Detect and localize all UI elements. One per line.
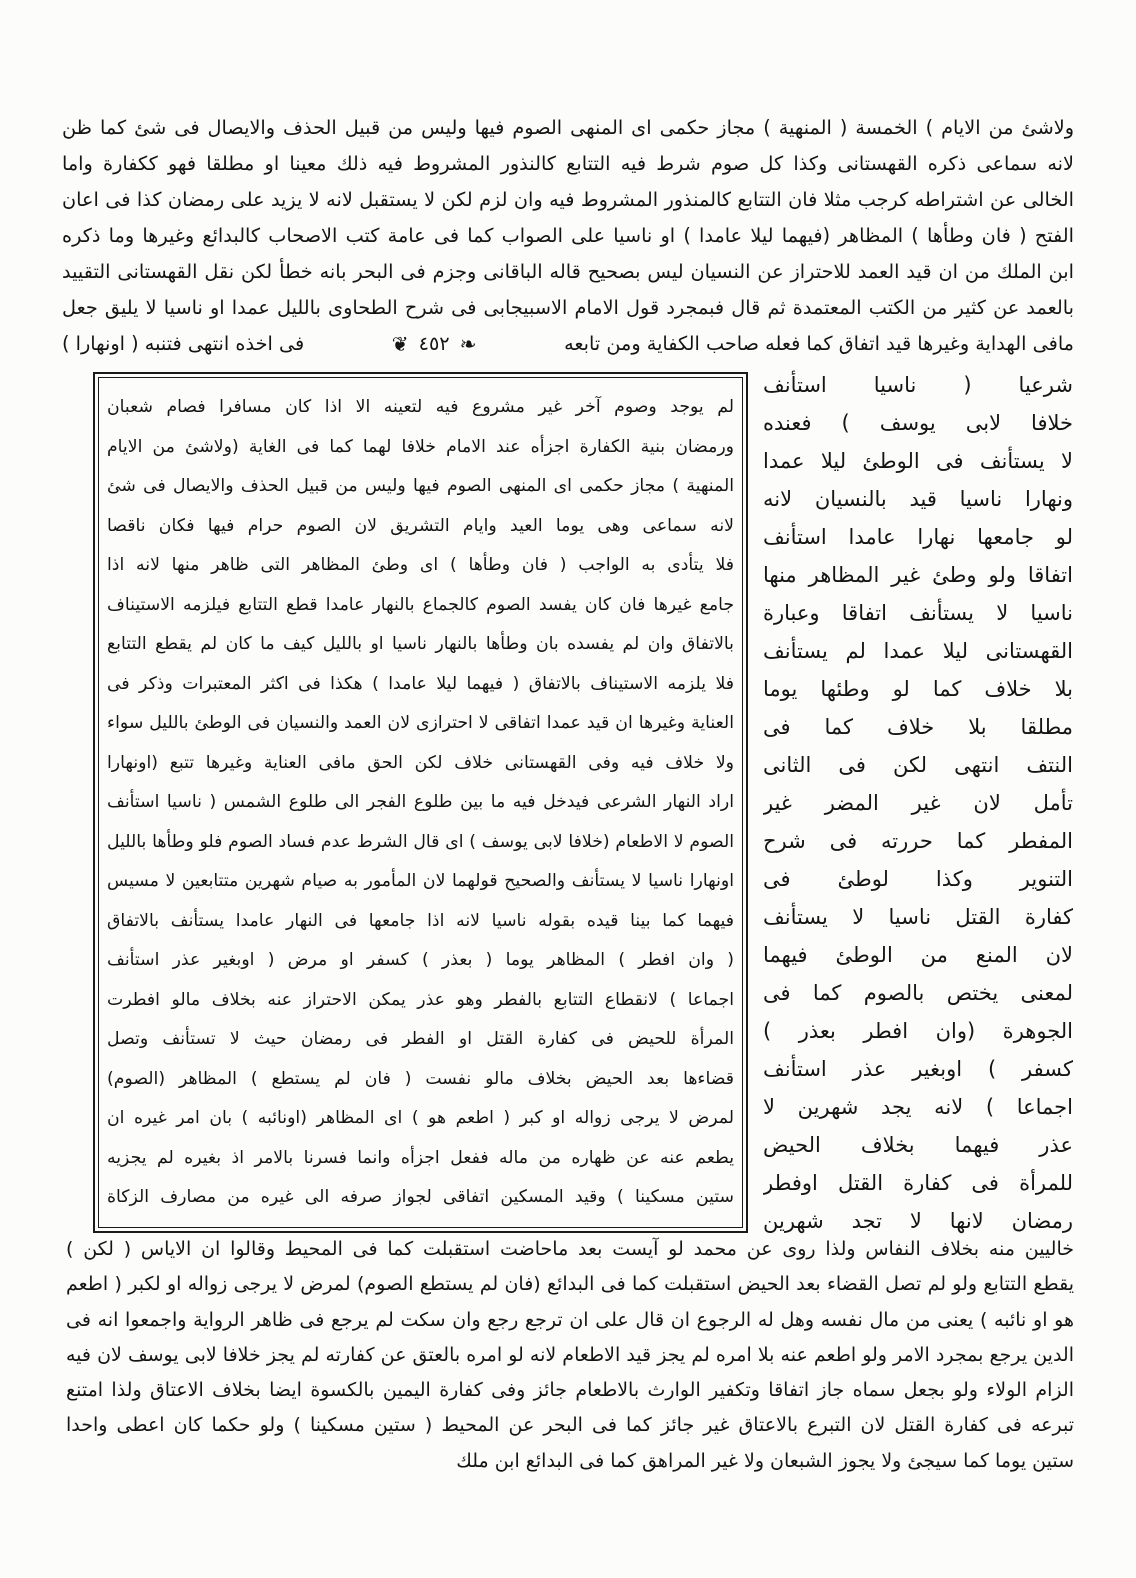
margin-text-line: ناسيا لا يستأنف اتفاقا وعبارة xyxy=(763,601,1073,625)
bottom-text-line: هو او نائبه ) يعنى من مال نفسه وهل له الرجوع ان قال على ان ترجع رجع وان سكت لم يرجع فى ظاهر الرواية واجمعوا انه فى xyxy=(66,1308,1074,1331)
framed-text-box xyxy=(93,372,748,1233)
margin-text-line: كسفر ) اوبغير عذر استأنف xyxy=(763,1057,1073,1081)
boxed-text-line: اجماعا ) لانقطاع التتابع بالفطر وهو عذر يمكن الاحتراز عنه بخلاف مالو افطرت xyxy=(107,989,734,1010)
boxed-text-line: لم يوجد وصوم آخر غير مشروع فيه لتعينه الا اذا كان مسافرا فصام شعبان xyxy=(107,397,734,417)
bottom-commentary xyxy=(66,1232,1074,1479)
margin-text-line: لمعنى يختص بالصوم كما فى xyxy=(763,981,1073,1005)
bottom-text-line: الزام الولاء ولو بجعل سماه جاز اتفاقا وتكفير الوارث بالاطعام جائز وفى كفارة اليمين بالكسوة ايضا بخلاف الاعتاق ولذا امتنع xyxy=(66,1379,1074,1402)
boxed-text-line: المنهية ) مجاز حكمى اى المنهى الصوم فيها وليس من قبيل الحذف والايصال فى شئ xyxy=(107,476,734,496)
margin-text-line: خلافا لابى يوسف ) فعنده xyxy=(763,411,1073,435)
margin-text-line: التنوير وكذا لوطئ فى xyxy=(763,867,1073,891)
boxed-text-line: ورمضان بنية الكفارة اجزأه عند الامام خلافا لهما كما فى الغاية (ولاشئ من الايام xyxy=(107,436,734,457)
margin-text-line: شرعيا ( ناسيا استأنف xyxy=(763,373,1073,397)
boxed-text-line: ستين مسكينا ) وقيد المسكين اتفاقى لجواز صرفه الى غيره من مصارف الزكاة xyxy=(107,1187,734,1207)
page-line-right-text: مافى الهداية وغيرها قيد اتفاق كما فعله صاحب الكفاية ومن تابعه xyxy=(564,332,1074,355)
page-number: ٤٥٢ xyxy=(418,332,450,355)
margin-text-line: رمضان لانها لا تجد شهرين xyxy=(763,1209,1073,1233)
bottom-text-line: يقطع التتابع ولو لم تصل القضاء بعد الحيض استقبلت كما فى البدائع (فان لم يستطع الصوم) لمرض لا يرجى زواله او لكبر ( اطعم xyxy=(66,1273,1074,1296)
margin-text-line: اجماعا ) لانه يجد شهرين لا xyxy=(763,1095,1073,1119)
boxed-text-line: قضاءها بعد الحيض بخلاف مالو نفست ( فان لم يستطع ) المظاهر (الصوم) xyxy=(107,1068,734,1089)
boxed-text-line: ( وان افطر ) المظاهر يوما ( بعذر ) كسفر او مرض ( اوبغير عذر استأنف xyxy=(107,950,734,970)
page-number-line xyxy=(62,326,1074,362)
margin-text-line: عذر فيهما بخلاف الحيض xyxy=(763,1133,1073,1157)
bottom-text-line: تبرعه فى كفارة القتل لان التبرع بالاعتاق غير جائز كما فى البحر عن المحيط ( ستين مسكينا ) ولو حكما كان اعطى واحدا xyxy=(66,1414,1074,1437)
boxed-text-line: الصوم لا الاطعام (خلافا لابى يوسف ) اى قال الشرط عدم فساد الصوم فلو وطأها بالليل xyxy=(107,831,734,852)
top-text-line: الخالى عن اشتراطه كرجب مثلا فان التتابع كالمنذور المشروط فيه وان لزم لكن لا يستقبل لانه لا يزيد على رمضان كذا فى اعان xyxy=(62,188,1074,211)
boxed-text-line: اراد النهار الشرعى فيدخل فيه ما بين طلوع الفجر الى طلوع الشمس ( ناسيا استأنف xyxy=(107,792,734,812)
top-text-line: الفتح ( فان وطأها ) المظاهر (فيهما ليلا عامدا ) او ناسيا على الصواب كما فى عامة كتب الاصحاب كالبدائع وغيرها وما ذكره xyxy=(62,224,1074,247)
page-number-group xyxy=(380,326,489,362)
boxed-text-line: اونهارا ناسيا لا يستأنف والصحيح قولهما لان المأمور به صيام شهرين متتابعين لا مسيس xyxy=(107,871,734,891)
top-text-line: بالعمد عن كثير من الكتب المعتمدة ثم قال فبمجرد قول الامام الاسبيجابى فى شرح الطحاوى بالليل عمدا او ناسيا لا يليق جعل xyxy=(62,296,1074,319)
framed-text-inner-frame xyxy=(98,377,743,1228)
boxed-text-line: فلا يتأدى به الواجب ( فان وطأها ) اى وطئ المظاهر التى ظاهر منها لانه اذا xyxy=(107,555,734,575)
margin-text-line: ونهارا ناسيا قيد بالنسيان لانه xyxy=(763,487,1073,511)
bottom-text-line: خاليين منه بخلاف النفاس ولذا روى عن محمد لو آيست بعد ماحاضت استقبلت كما فى المحيط وقالوا ان الاياس ( لكن ) xyxy=(66,1238,1074,1260)
boxed-text-line: المرأة للحيض فى كفارة القتل او الفطر فى رمضان حيث لا تستأنف وتصل xyxy=(107,1029,734,1049)
margin-text-line: تأمل لان غير المضر غير xyxy=(763,791,1073,815)
margin-text-line: المفطر كما حررته فى شرح xyxy=(763,829,1073,853)
margin-text-line: كفارة القتل ناسيا لا يستأنف xyxy=(763,905,1073,929)
top-text-line: ابن الملك من ان قيد العمد للاحتراز عن النسيان ليس بصحيح قاله الباقانى وجزم فى البحر بانه خطأ لكن نقل القهستانى التقييد xyxy=(62,260,1074,283)
boxed-text-line: لمرض لا يرجى زواله او كبر ( اطعم هو ) اى المظاهر (اونائبه ) بان امر غيره ان xyxy=(107,1108,734,1128)
boxed-text-line: لانه سماعى وهى يوما العيد وايام التشريق لان الصوم حرام فيها فكان ناقصا xyxy=(107,515,734,536)
top-commentary xyxy=(62,110,1074,362)
top-text-line: لانه سماعى ذكره القهستانى وكذا كل صوم شرط فيه التتابع كالنذور المشروط فيه ذلك معينا او مطلقا فهو ككفارة واما xyxy=(62,152,1074,175)
top-text-line: ولاشئ من الايام ) الخمسة ( المنهية ) مجاز حكمى اى المنهى الصوم فيها وليس من قبيل الحذف والايصال فى شئ كما ظن xyxy=(62,116,1074,139)
bottom-text-line: الدين يرجع بمجرد الامر ولو اطعم عنه بلا امره لم يجز قيد الاطعام لانه لو امره بالعتق عن كفارته لم يجز خلافا لابى يوسف لان فيه xyxy=(66,1343,1074,1366)
boxed-text-line: بالاتفاق وان لم يفسده بان وطأها بالنهار ناسيا او بالليل كيف ما كان لم يقطع التتابع xyxy=(107,634,734,654)
margin-text-line: بلا خلاف كما لو وطئها يوما xyxy=(763,677,1073,701)
margin-text-line: لا يستأنف فى الوطئ ليلا عمدا xyxy=(763,449,1073,473)
margin-commentary-column xyxy=(763,366,1073,1240)
margin-text-line: اتفاقا ولو وطئ غير المظاهر منها xyxy=(763,563,1073,587)
boxed-text-line: جامع غيرها فان كان يفسد الصوم كالجماع بالنهار عامدا قطع التتابع فيلزمه الاستيناف xyxy=(107,594,734,615)
margin-text-line: لو جامعها نهارا عامدا استأنف xyxy=(763,525,1073,549)
margin-text-line: الجوهرة (وان افطر بعذر ) xyxy=(763,1019,1073,1043)
fleuron-right-icon xyxy=(460,334,477,354)
margin-text-line: للمرأة فى كفارة القتل اوفطر xyxy=(763,1171,1073,1195)
margin-text-line: مطلقا بلا خلاف كما فى xyxy=(763,715,1073,739)
margin-text-line: القهستانى ليلا عمدا لم يستأنف xyxy=(763,639,1073,663)
fleuron-left-icon xyxy=(392,334,409,354)
margin-text-line: لان المنع من الوطئ فيهما xyxy=(763,943,1073,967)
boxed-text-line: يطعم عنه عن ظهاره من ماله ففعل اجزأه وانما فسرنا بالامر اذ بغيره لم يجزيه xyxy=(107,1147,734,1168)
boxed-text-line: العناية وغيرها ان قيد عمدا اتفاقى لا احترازى لان العمد والنسيان فى الوطئ بالليل سواء xyxy=(107,713,734,733)
boxed-text-line: فيهما كما بينا قيده بقوله ناسيا لانه اذا جامعها فى النهار عامدا يستأنف بالاتفاق xyxy=(107,910,734,931)
boxed-text-line: فلا يلزمه الاستيناف بالاتفاق ( فيهما ليلا عامدا ) هكذا فى اكثر المعتبرات وذكر فى xyxy=(107,673,734,694)
boxed-text-line: ولا خلاف فيه وفى القهستانى خلاف لكن الحق مافى العناية وغيرها تتبع (اونهارا xyxy=(107,752,734,773)
bottom-text-line: ستين يوما كما سيجئ ولا يجوز الشبعان ولا غير المراهق كما فى البدائع ابن ملك xyxy=(456,1449,1074,1472)
margin-text-line: النتف انتهى لكن فى الثانى xyxy=(763,753,1073,777)
page-line-left-text: فى اخذه انتهى فتنبه ( اونهارا ) xyxy=(62,332,305,355)
